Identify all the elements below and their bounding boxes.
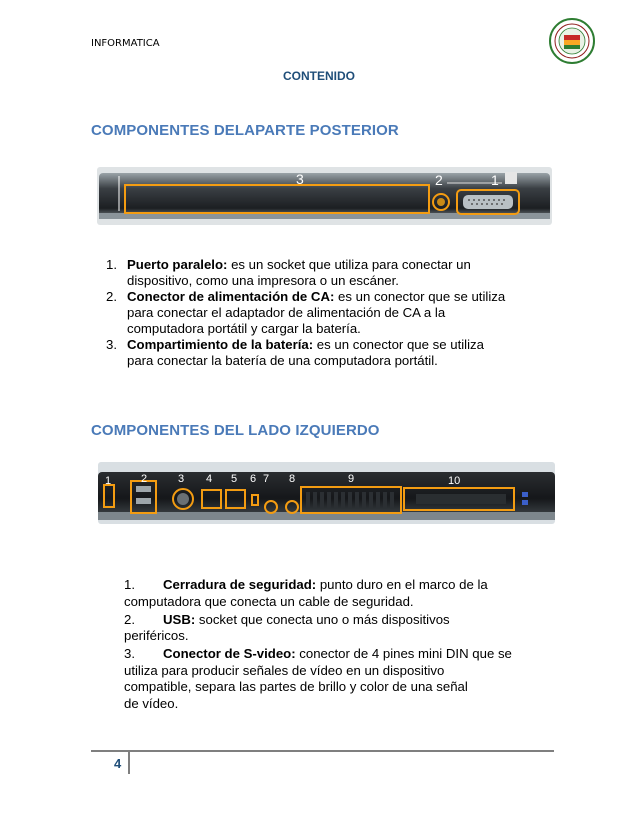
list-item <box>102 337 562 369</box>
item-text: computadora que conecta un cable de seguridad. <box>124 593 414 609</box>
callout-label: 2 <box>435 172 443 188</box>
section-heading-rear: COMPONENTES DELAPARTE POSTERIOR <box>91 122 399 139</box>
list-item <box>102 289 562 337</box>
item-text: punto duro en el marco de la <box>316 577 488 592</box>
document-header-title: INFORMATICA <box>91 38 160 49</box>
callout-label: 6 <box>250 473 257 485</box>
item-text: para conectar la batería de una computadora portátil. <box>127 353 438 368</box>
item-text: dispositivo, como una impresora o un escáner. <box>127 273 399 288</box>
list-item <box>124 646 564 712</box>
callout-label: 3 <box>178 473 185 485</box>
callout-label: 3 <box>296 171 304 187</box>
item-text: para conectar el adaptador de alimentación de CA a la <box>127 305 446 320</box>
item-term: Compartimiento de la batería: <box>127 337 314 352</box>
laptop-rear-photo <box>97 167 552 225</box>
item-text: es un conector que se utiliza <box>313 337 484 352</box>
callout-label: 1 <box>105 475 112 487</box>
item-text: es un conector que se utiliza <box>334 289 506 304</box>
item-text: es un socket que utiliza para conectar un <box>227 257 471 272</box>
callout-label: 1 <box>491 172 499 188</box>
rear-components-list <box>102 257 562 369</box>
item-text: compatible, separa las partes de brillo y color de una señal <box>124 679 468 694</box>
item-term: Cerradura de seguridad: <box>163 577 317 592</box>
callout-label: 8 <box>289 473 296 485</box>
item-number: 2. <box>124 611 135 627</box>
callout-label: 2 <box>141 473 148 485</box>
callout-label: 7 <box>263 473 270 485</box>
list-item <box>102 257 562 289</box>
item-text: conector de 4 pines mini DIN que se <box>295 646 512 661</box>
contents-title: CONTENIDO <box>283 69 355 83</box>
page-number: 4 <box>114 756 122 771</box>
callout-label: 4 <box>206 473 213 485</box>
item-number: 3. <box>124 646 135 661</box>
callout-label: 9 <box>348 473 355 485</box>
item-number: 2. <box>106 289 117 304</box>
left-side-components-list <box>124 577 564 714</box>
footer-divider <box>91 750 554 752</box>
item-term: Puerto paralelo: <box>127 257 228 272</box>
footer-vertical-divider <box>128 752 130 774</box>
list-item <box>124 577 564 610</box>
item-term: Conector de S-video: <box>163 646 296 661</box>
list-item <box>124 612 564 645</box>
item-text: utiliza para producir señales de vídeo en un dispositivo <box>124 662 445 678</box>
section-heading-left-side: COMPONENTES DEL LADO IZQUIERDO <box>91 422 380 439</box>
item-text: periféricos. <box>124 628 189 643</box>
laptop-left-side-photo <box>98 462 555 524</box>
item-text: computadora portátil y cargar la batería. <box>127 321 361 336</box>
item-text: de vídeo. <box>124 695 179 711</box>
item-number: 1. <box>124 577 135 592</box>
item-text: socket que conecta uno o más dispositivos <box>195 611 450 627</box>
item-term: Conector de alimentación de CA: <box>127 289 335 304</box>
item-number: 1. <box>106 257 117 272</box>
item-number: 3. <box>106 337 117 352</box>
university-seal-icon <box>549 18 595 64</box>
callout-label: 10 <box>448 475 461 487</box>
item-term: USB: <box>163 611 196 627</box>
callout-label: 5 <box>231 473 238 485</box>
